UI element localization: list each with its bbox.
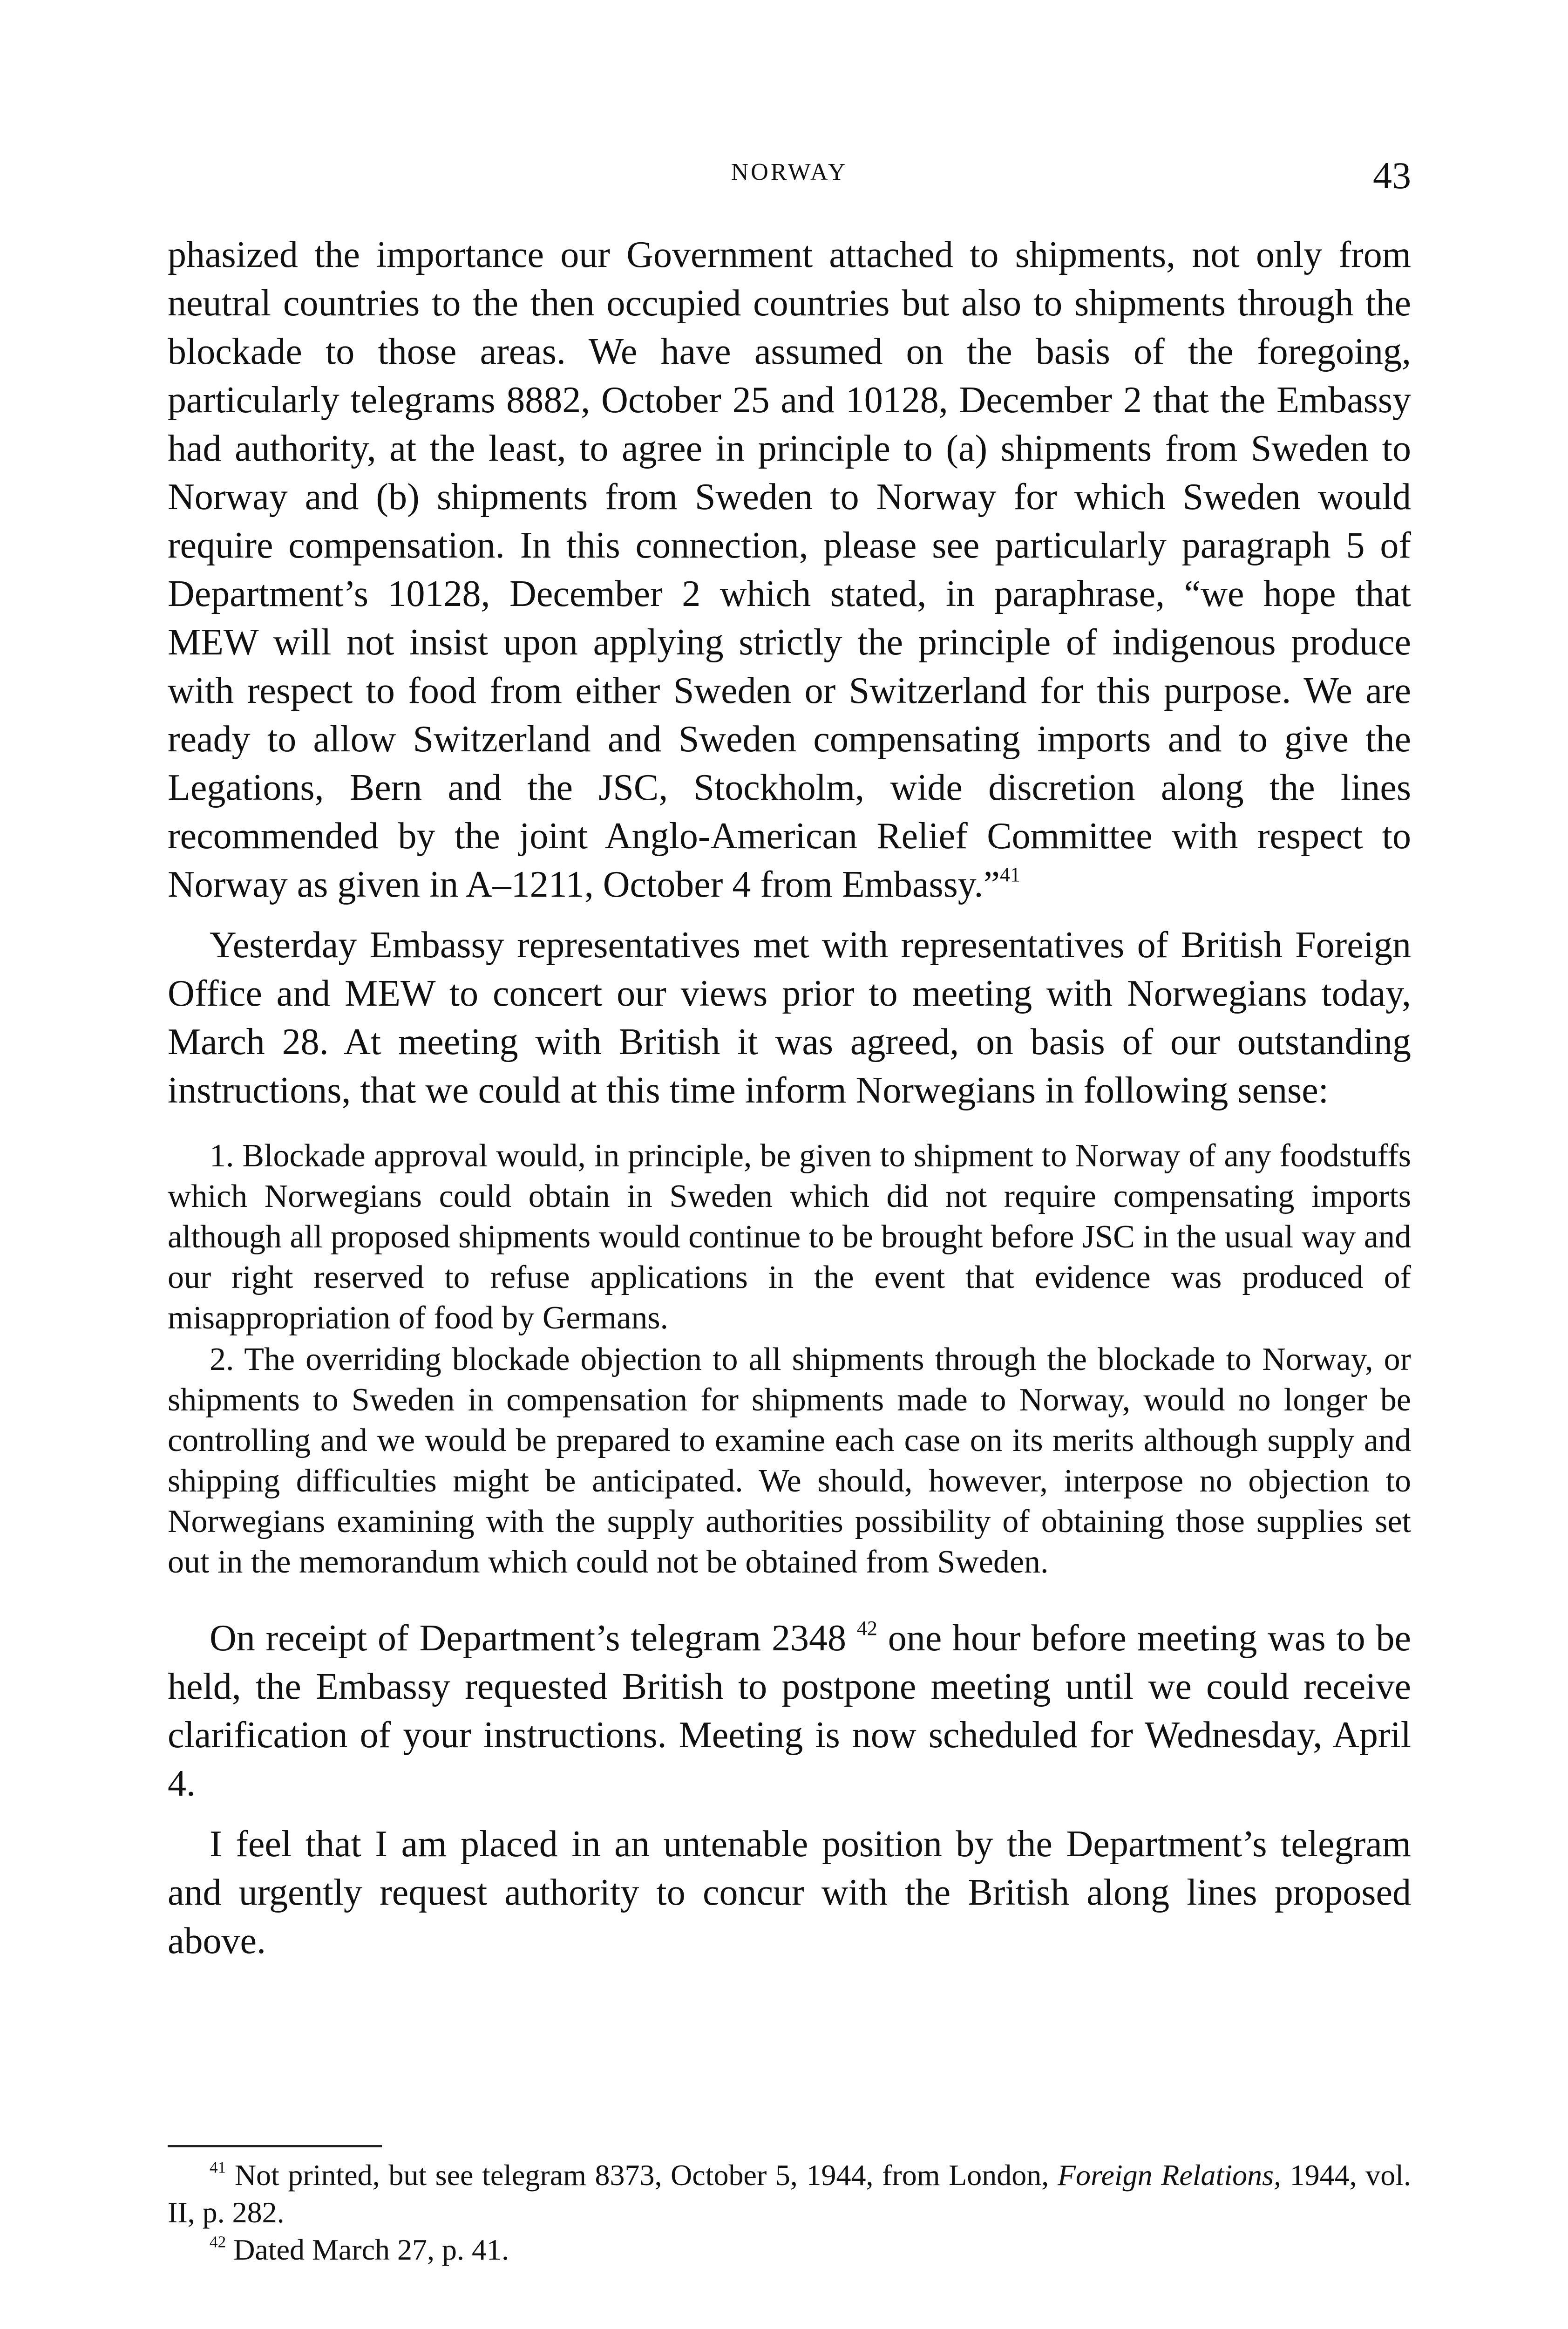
paragraph-3-before: On receipt of Department’s telegram 2348 [210, 1618, 847, 1659]
body-text [168, 231, 1411, 1965]
footnote-41 [168, 2157, 1411, 2231]
footnote-42-text: Dated March 27, p. 41. [233, 2233, 509, 2266]
footnote-41-italic: Foreign Relations, [1057, 2159, 1282, 2192]
quoted-point-2: 2. The overriding blockade objection to all shipments through the blockade to Norway, or shipments to Sweden in compensation for shipments made to Norway, would no longer be controlling and we would be prepared to examine each case on its merits although supply and shipping difficulties might be anticipated. We should, however, interpose no objection to Norwegians examining with the supply authorities possibility of obtaining those supplies set out in the memorandum which could not be obtained from Sweden. [168, 1342, 1411, 1580]
page-number: 43 [1373, 154, 1411, 197]
paragraph-continued [168, 231, 1411, 909]
footnote-41-text-before: Not printed, but see telegram 8373, October 5, 1944, from London, [234, 2159, 1049, 2192]
footnote-ref-42: 42 [856, 1617, 877, 1640]
footnotes [168, 2157, 1411, 2268]
footnote-rule [168, 2145, 382, 2147]
footnote-42 [168, 2231, 1411, 2268]
running-head [168, 154, 1411, 205]
footnote-41-text-after: 1944, vol. II, p. 282. [168, 2159, 1412, 2229]
paragraph-2: Yesterday Embassy representatives met with representatives of British Foreign Office and MEW to concert our views prior to meeting with Norwegians today, March 28. At meeting with British it was agreed, on basis of our outstanding instructions, that we could at this time inform Norwegians in following sense: [168, 925, 1411, 1111]
paragraph-3 [168, 1614, 1411, 1808]
footnote-mark-41: 41 [210, 2158, 226, 2177]
footnote-mark-42: 42 [210, 2233, 226, 2251]
paragraph-3-after: one hour before meeting was to be held, the Embassy requested British to postpone meeting until we could receive clarification of your instructions. Meeting is now scheduled for Wednesday, April 4. [168, 1618, 1412, 1804]
paragraph-4: I feel that I am placed in an untenable position by the Department’s telegram and urgently request authority to concur with the British along lines proposed above. [168, 1824, 1411, 1961]
footnote-ref-41: 41 [1000, 863, 1021, 886]
running-title: NORWAY [731, 159, 848, 185]
quoted-point-1: 1. Blockade approval would, in principle, be given to shipment to Norway of any foodstuffs which Norwegians could obtain in Sweden which did not require compensating imports although all proposed shipments would continue to be brought before JSC in the usual way and our right reserved to refuse applications in the event that evidence was produced of misappropriation of food by Germans. [168, 1138, 1411, 1336]
quoted-points [168, 1136, 1411, 1582]
paragraph-1-text: phasized the importance our Government attached to shipments, not only from neutral countries to the then occupied countries but also to shipments through the blockade to those areas. We have assumed on the basis of the foregoing, particularly telegrams 8882, October 25 and 10128, December 2 that the Embassy had authority, at the least, to agree in principle to (a) shipments from Sweden to Norway and (b) shipments from Sweden to Norway for which Sweden would require compensation. In this connection, please see particularly paragraph 5 of Department’s 10128, December 2 which stated, in paraphrase, “we hope that MEW will not insist upon applying strictly the principle of indigenous produce with respect to food from either Sweden or Switzerland for this purpose. We are ready to allow Switzerland and Sweden compensating imports and to give the Legations, Bern and the JSC, Stockholm, wide discretion along the lines recommended by the joint Anglo-American Relief Committee with respect to Norway as given in A–1211, October 4 from Embassy.” [168, 234, 1411, 905]
